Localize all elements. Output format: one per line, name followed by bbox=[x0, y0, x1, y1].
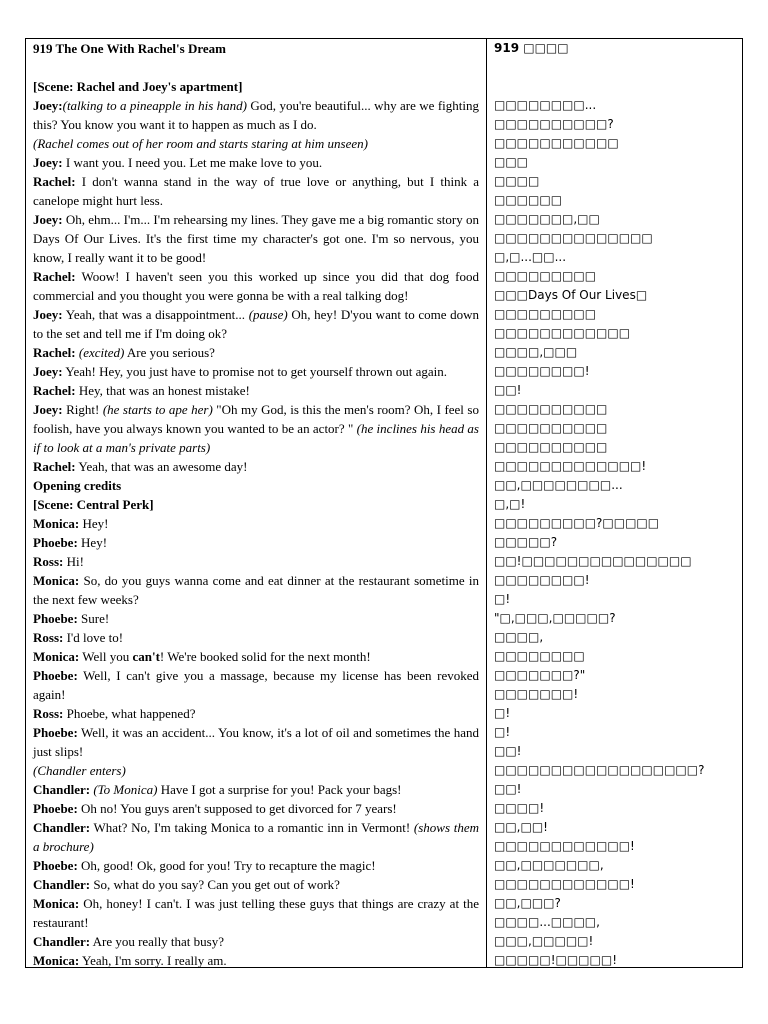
emphasis-text: can't bbox=[132, 649, 160, 664]
scene-heading: [Scene: Central Perk] bbox=[33, 497, 154, 512]
speaker-name: Chandler: bbox=[33, 934, 91, 949]
dialogue-text: Oh, hey! D'you want to come down to the set and tell me if I'm doing ok? bbox=[33, 307, 479, 341]
chinese-line: □□,□□□□□□□, bbox=[494, 858, 604, 872]
episode-title: 919 The One With Rachel's Dream bbox=[33, 41, 226, 56]
chinese-line: □□□□□□ bbox=[494, 193, 563, 207]
chinese-line: □,□! bbox=[494, 497, 526, 511]
chinese-line: □□□□□□□□□□□□! bbox=[494, 877, 635, 891]
inline-direction: (excited) bbox=[78, 345, 125, 360]
inline-direction: (shows them a brochure) bbox=[33, 820, 479, 854]
dialogue-line bbox=[33, 932, 479, 951]
dialogue-line bbox=[33, 552, 479, 571]
chinese-line bbox=[494, 58, 736, 77]
dialogue-text: Well, it was an accident... You know, it's a lot of oil and sometimes the hand just slips! bbox=[33, 725, 479, 759]
dialogue-line bbox=[33, 704, 479, 723]
chinese-line: □□□□□□□□! bbox=[494, 573, 590, 587]
stage-direction: (Chandler enters) bbox=[33, 763, 126, 778]
chinese-line: □□,□□□? bbox=[494, 896, 561, 910]
chinese-line: □□□□□□□□□□ bbox=[494, 440, 608, 454]
dialogue-text: Well you bbox=[79, 649, 133, 664]
dialogue-line bbox=[33, 343, 479, 362]
speaker-name: Joey: bbox=[33, 155, 63, 170]
speaker-name: Monica: bbox=[33, 573, 80, 588]
speaker-name: Phoebe: bbox=[33, 858, 78, 873]
chinese-line: □□□□! bbox=[494, 801, 545, 815]
dialogue-text: So, what do you say? Can you get out of work? bbox=[90, 877, 340, 892]
dialogue-text: Hey! bbox=[79, 516, 109, 531]
dialogue-text: Yeah, that was an awesome day! bbox=[75, 459, 248, 474]
dialogue-text: Sure! bbox=[77, 611, 110, 626]
chinese-line: □□□□□□□□□□□□□! bbox=[494, 459, 647, 473]
dialogue-text: ! We're booked solid for the next month! bbox=[159, 649, 371, 664]
chinese-line bbox=[494, 77, 736, 96]
chinese-line: □! bbox=[494, 706, 511, 720]
dialogue-text: Oh, honey! I can't. I was just telling these guys that things are crazy at the restaurant! bbox=[33, 896, 479, 930]
dialogue-text: Oh no! You guys aren't supposed to get divorced for 7 years! bbox=[77, 801, 397, 816]
chinese-line: □,□...□□... bbox=[494, 250, 567, 264]
inline-direction: (To Monica) bbox=[93, 782, 158, 797]
dialogue-line bbox=[33, 875, 479, 894]
chinese-line: □□□□□□□□□□□□□□ bbox=[494, 231, 653, 245]
dialogue-line bbox=[33, 894, 479, 932]
speaker-name: Monica: bbox=[33, 953, 80, 968]
chinese-line: □□□□□□□□ bbox=[494, 649, 585, 663]
speaker-name: Monica: bbox=[33, 649, 80, 664]
dialogue-text: Oh, good! Ok, good for you! Try to recapture the magic! bbox=[77, 858, 376, 873]
chinese-line: □□□□□□□□... bbox=[494, 98, 597, 112]
speaker-name: Phoebe: bbox=[33, 611, 78, 626]
dialogue-text: What? No, I'm taking Monica to a romantic inn in Vermont! bbox=[90, 820, 414, 835]
chinese-line: □□□□□□□□□□? bbox=[494, 117, 614, 131]
dialogue-line bbox=[33, 951, 479, 970]
chinese-line: □□! bbox=[494, 744, 522, 758]
speaker-name: Ross: bbox=[33, 554, 64, 569]
dialogue-text: Yeah, that was a disappointment... bbox=[62, 307, 249, 322]
chinese-line: □□□□□□□□□ bbox=[494, 269, 597, 283]
chinese-line: "□,□□□,□□□□□? bbox=[494, 611, 616, 625]
dialogue-line bbox=[33, 533, 479, 552]
dialogue-text: Right! bbox=[62, 402, 103, 417]
chinese-line: □□□□□□□□□□□□□□□□□□? bbox=[494, 763, 705, 777]
english-column bbox=[26, 39, 487, 967]
chinese-line: □□,□□! bbox=[494, 820, 548, 834]
chinese-line: □□□□,□□□ bbox=[494, 345, 578, 359]
chinese-line: □□□ bbox=[494, 155, 529, 169]
dialogue-text: Oh, ehm... I'm... I'm rehearsing my lines. They gave me a big romantic story on Days Of Our Lives. It's the first time my character's got one. I'm so nervous, you know, I really want it to be good! bbox=[33, 212, 479, 265]
speaker-name: Rachel: bbox=[33, 269, 76, 284]
dialogue-line bbox=[33, 856, 479, 875]
chinese-line: □□□□□□□□□□□□ bbox=[494, 326, 631, 340]
dialogue-text: Phoebe, what happened? bbox=[63, 706, 196, 721]
dialogue-line bbox=[33, 818, 479, 856]
speaker-name: Phoebe: bbox=[33, 801, 78, 816]
chinese-column bbox=[487, 39, 742, 967]
chinese-line: □□□□□□□□! bbox=[494, 364, 590, 378]
transcript-table bbox=[25, 38, 743, 968]
speaker-name: Joey: bbox=[33, 212, 63, 227]
dialogue-text: I don't wanna stand in the way of true love or anything, but I think a canelope might hurt less. bbox=[33, 174, 479, 208]
chinese-line: □□!□□□□□□□□□□□□□□□ bbox=[494, 554, 692, 568]
chinese-line: □□□□□□□□□□ bbox=[494, 402, 608, 416]
dialogue-line bbox=[33, 723, 479, 761]
stage-direction: (Rachel comes out of her room and starts staring at him unseen) bbox=[33, 136, 368, 151]
chinese-line: □□□□□□□,□□ bbox=[494, 212, 600, 226]
dialogue-text: Hey! bbox=[77, 535, 108, 550]
chinese-script bbox=[494, 58, 736, 967]
speaker-name: Chandler: bbox=[33, 820, 91, 835]
dialogue-line bbox=[33, 780, 479, 799]
speaker-name: Rachel: bbox=[33, 383, 76, 398]
speaker-name: Joey: bbox=[33, 307, 63, 322]
speaker-name: Phoebe: bbox=[33, 535, 78, 550]
chinese-line: □! bbox=[494, 592, 511, 606]
chinese-line: □□□□□□□□□ bbox=[494, 307, 597, 321]
inline-direction: (he starts to ape her) bbox=[102, 402, 213, 417]
chinese-line: □□□□□□□□□□□□! bbox=[494, 839, 635, 853]
dialogue-line bbox=[33, 305, 479, 343]
speaker-name: Rachel: bbox=[33, 174, 76, 189]
dialogue-line bbox=[33, 628, 479, 647]
chinese-line: □□□□□□□□□□□ bbox=[494, 136, 619, 150]
dialogue-text: Yeah, I'm sorry. I really am. bbox=[79, 953, 227, 968]
dialogue-text: Are you really that busy? bbox=[90, 934, 224, 949]
dialogue-line bbox=[33, 609, 479, 628]
speaker-name: Joey: bbox=[33, 402, 63, 417]
dialogue-text: Well, I can't give you a massage, because my license has been revoked again! bbox=[33, 668, 479, 702]
dialogue-text: Are you serious? bbox=[124, 345, 215, 360]
chinese-line: □□□□□!□□□□□! bbox=[494, 953, 617, 967]
chinese-line: □□,□□□□□□□□... bbox=[494, 478, 623, 492]
chinese-line: □□□□□□□! bbox=[494, 687, 579, 701]
scene-heading: [Scene: Rachel and Joey's apartment] bbox=[33, 79, 243, 94]
speaker-name: Rachel: bbox=[33, 345, 76, 360]
chinese-line: □□□,□□□□□! bbox=[494, 934, 594, 948]
chinese-line: □□□□□□□□□?□□□□□ bbox=[494, 516, 660, 530]
dialogue-line bbox=[33, 381, 479, 400]
chinese-line: □□! bbox=[494, 782, 522, 796]
dialogue-line bbox=[33, 514, 479, 533]
dialogue-text: So, do you guys wanna come and eat dinner at the restaurant sometime in the next few weeks? bbox=[33, 573, 479, 607]
chinese-line: □□! bbox=[494, 383, 522, 397]
dialogue-line bbox=[33, 362, 479, 381]
chinese-line: □□□□□□□□□□ bbox=[494, 421, 608, 435]
speaker-name: Joey: bbox=[33, 364, 63, 379]
dialogue-text: God, you're beautiful... why are we fighting this? You know you want it to happen as much as I do. bbox=[33, 98, 479, 132]
dialogue-line bbox=[33, 799, 479, 818]
chinese-line: □! bbox=[494, 725, 511, 739]
dialogue-line bbox=[33, 666, 479, 704]
speaker-name: Chandler: bbox=[33, 877, 91, 892]
chinese-line: □□□□ bbox=[494, 174, 540, 188]
dialogue-text: Have I got a surprise for you! Pack your bags! bbox=[157, 782, 402, 797]
dialogue-text: "Oh my God, is this the men's room? Oh, I feel so foolish, have you always known you wanted to be an actor? " bbox=[33, 402, 479, 436]
chinese-line: □□□□□□□?" bbox=[494, 668, 586, 682]
speaker-name: Monica: bbox=[33, 896, 80, 911]
dialogue-text: I'd love to! bbox=[63, 630, 124, 645]
chinese-line: □□□□...□□□□, bbox=[494, 915, 600, 929]
dialogue-line bbox=[33, 457, 479, 476]
speaker-name: Joey: bbox=[33, 98, 63, 113]
dialogue-line bbox=[33, 267, 479, 305]
dialogue-line bbox=[33, 96, 479, 134]
speaker-name: Phoebe: bbox=[33, 725, 78, 740]
spacer bbox=[33, 58, 479, 77]
dialogue-text: Hey, that was an honest mistake! bbox=[75, 383, 250, 398]
chinese-line: □□□□, bbox=[494, 630, 544, 644]
inline-direction: (he inclines his head as if to look at a man's private parts) bbox=[33, 421, 479, 455]
dialogue-line bbox=[33, 400, 479, 457]
scene-heading: Opening credits bbox=[33, 478, 122, 493]
dialogue-text: I want you. I need you. Let me make love to you. bbox=[62, 155, 323, 170]
speaker-name: Ross: bbox=[33, 706, 64, 721]
speaker-name: Monica: bbox=[33, 516, 80, 531]
speaker-name: Phoebe: bbox=[33, 668, 78, 683]
chinese-line: □□□□□? bbox=[494, 535, 558, 549]
dialogue-text: Woow! I haven't seen you this worked up since you did that dog food commercial and you thought you were gonna be with a real talking dog! bbox=[33, 269, 479, 303]
dialogue-line bbox=[33, 571, 479, 609]
inline-direction: (talking to a pineapple in his hand) bbox=[62, 98, 247, 113]
english-script bbox=[33, 77, 479, 970]
speaker-name: Ross: bbox=[33, 630, 64, 645]
dialogue-line bbox=[33, 210, 479, 267]
dialogue-text: Yeah! Hey, you just have to promise not to get yourself thrown out again. bbox=[62, 364, 448, 379]
speaker-name: Chandler: bbox=[33, 782, 91, 797]
dialogue-line bbox=[33, 153, 479, 172]
chinese-line: □□□Days Of Our Lives□ bbox=[494, 288, 648, 302]
dialogue-text: Hi! bbox=[63, 554, 84, 569]
dialogue-line bbox=[33, 647, 479, 666]
speaker-name: Rachel: bbox=[33, 459, 76, 474]
inline-direction: (pause) bbox=[248, 307, 288, 322]
dialogue-line bbox=[33, 172, 479, 210]
episode-title-chinese: 919 □□□□ bbox=[494, 41, 569, 55]
